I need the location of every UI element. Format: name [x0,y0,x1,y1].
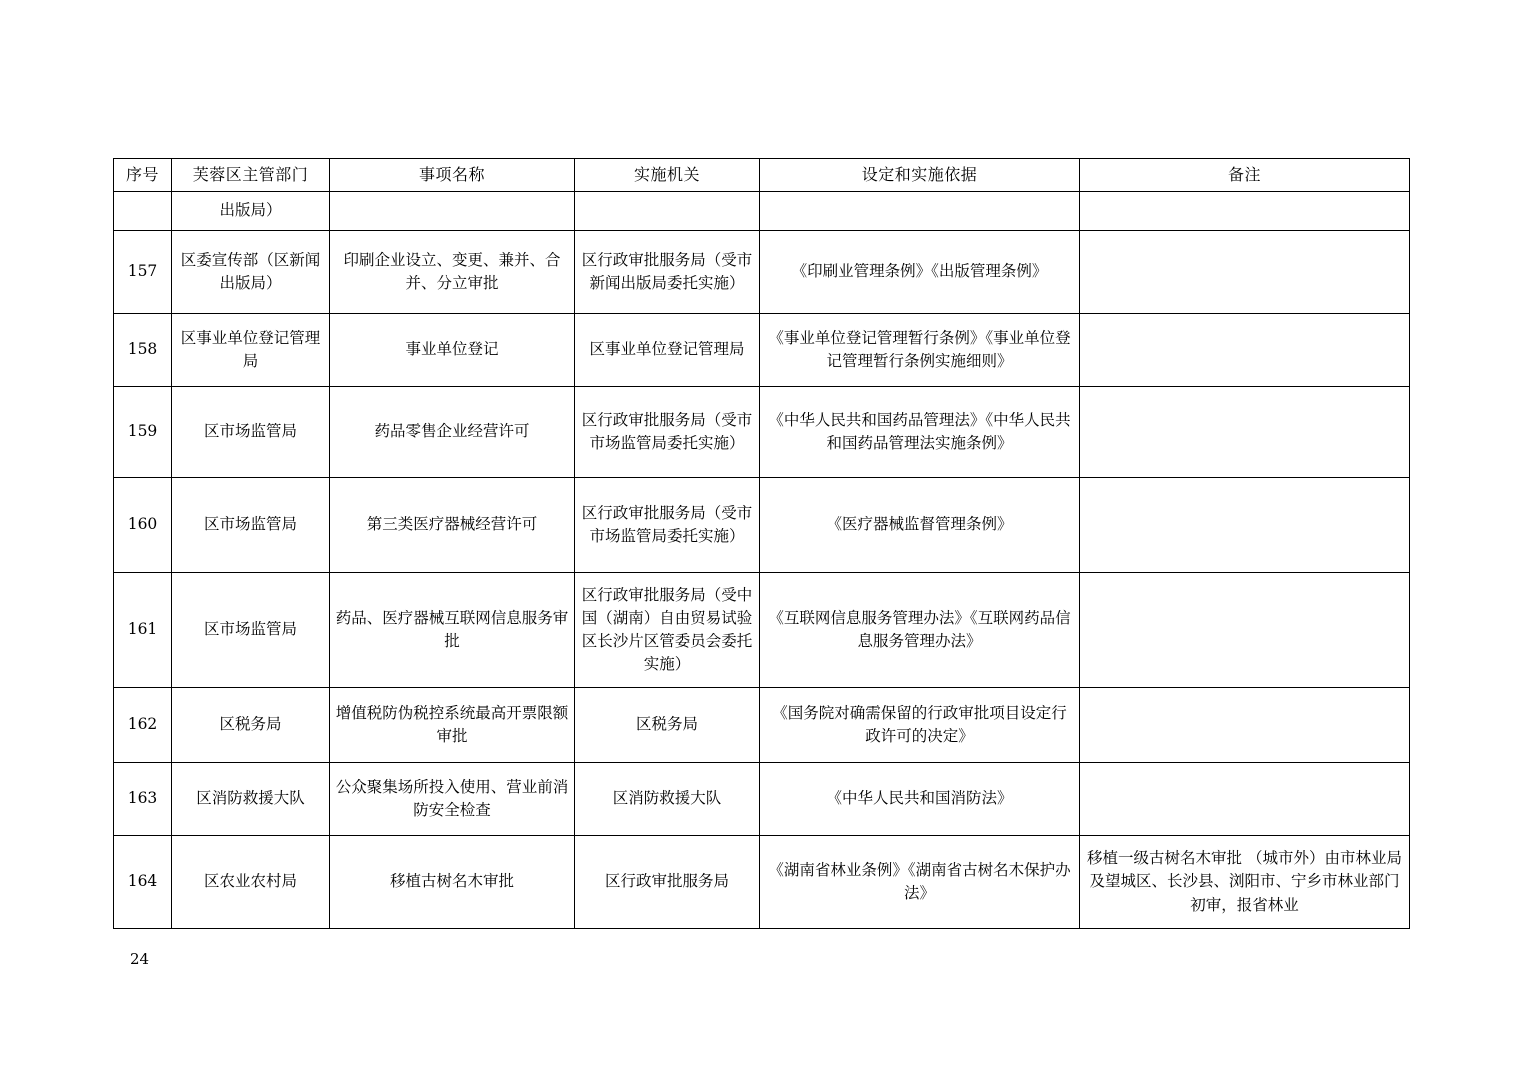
column-header-remark: 备注 [1080,159,1410,192]
cell-dept: 区事业单位登记管理局 [172,314,330,387]
cell-item [330,192,575,231]
cell-remark [1080,192,1410,231]
table-row [114,573,1410,688]
cell-org: 区行政审批服务局（受市新闻出版局委托实施） [575,231,760,314]
cell-org: 区事业单位登记管理局 [575,314,760,387]
cell-basis: 《湖南省林业条例》《湖南省古树名木保护办法》 [760,836,1080,929]
cell-org: 区行政审批服务局（受中国（湖南）自由贸易试验区长沙片区管委员会委托实施） [575,573,760,688]
table-row [114,231,1410,314]
cell-seq: 159 [114,387,172,478]
cell-seq: 164 [114,836,172,929]
table-header-row [114,159,1410,192]
table-row [114,763,1410,836]
cell-basis: 《事业单位登记管理暂行条例》《事业单位登记管理暂行条例实施细则》 [760,314,1080,387]
column-header-item: 事项名称 [330,159,575,192]
approval-items-table [113,158,1410,929]
cell-org: 区行政审批服务局（受市市场监管局委托实施） [575,478,760,573]
column-header-basis: 设定和实施依据 [760,159,1080,192]
cell-item: 增值税防伪税控系统最高开票限额审批 [330,688,575,763]
cell-remark [1080,763,1410,836]
table-row [114,688,1410,763]
cell-seq: 160 [114,478,172,573]
cell-dept: 区委宣传部（区新闻出版局） [172,231,330,314]
column-header-dept: 芙蓉区主管部门 [172,159,330,192]
cell-dept: 区农业农村局 [172,836,330,929]
column-header-org: 实施机关 [575,159,760,192]
cell-dept: 区消防救援大队 [172,763,330,836]
cell-remark [1080,573,1410,688]
table-row [114,387,1410,478]
cell-seq: 162 [114,688,172,763]
cell-remark [1080,387,1410,478]
cell-org: 区行政审批服务局 [575,836,760,929]
cell-dept: 出版局） [172,192,330,231]
cell-item: 事业单位登记 [330,314,575,387]
cell-seq: 157 [114,231,172,314]
cell-remark [1080,478,1410,573]
page-number: 24 [130,950,150,968]
cell-item: 印刷企业设立、变更、兼并、合并、分立审批 [330,231,575,314]
cell-basis: 《印刷业管理条例》《出版管理条例》 [760,231,1080,314]
cell-basis: 《中华人民共和国消防法》 [760,763,1080,836]
column-header-seq: 序号 [114,159,172,192]
cell-basis [760,192,1080,231]
cell-item: 第三类医疗器械经营许可 [330,478,575,573]
cell-seq: 161 [114,573,172,688]
cell-seq: 163 [114,763,172,836]
cell-item: 药品零售企业经营许可 [330,387,575,478]
cell-dept: 区税务局 [172,688,330,763]
cell-org [575,192,760,231]
cell-basis: 《互联网信息服务管理办法》《互联网药品信息服务管理办法》 [760,573,1080,688]
cell-item: 药品、医疗器械互联网信息服务审批 [330,573,575,688]
table-row [114,836,1410,929]
cell-basis: 《国务院对确需保留的行政审批项目设定行政许可的决定》 [760,688,1080,763]
table-row [114,314,1410,387]
cell-dept: 区市场监管局 [172,573,330,688]
table-row [114,478,1410,573]
cell-remark: 移植一级古树名木审批 （城市外）由市林业局及望城区、长沙县、浏阳市、宁乡市林业部门初审，报省林业 [1080,836,1410,929]
cell-remark [1080,688,1410,763]
cell-item: 公众聚集场所投入使用、营业前消防安全检查 [330,763,575,836]
cell-seq: 158 [114,314,172,387]
cell-item: 移植古树名木审批 [330,836,575,929]
table-row [114,192,1410,231]
cell-remark [1080,314,1410,387]
cell-org: 区行政审批服务局（受市市场监管局委托实施） [575,387,760,478]
cell-org: 区消防救援大队 [575,763,760,836]
cell-remark [1080,231,1410,314]
cell-org: 区税务局 [575,688,760,763]
cell-dept: 区市场监管局 [172,387,330,478]
cell-basis: 《中华人民共和国药品管理法》《中华人民共和国药品管理法实施条例》 [760,387,1080,478]
cell-basis: 《医疗器械监督管理条例》 [760,478,1080,573]
cell-dept: 区市场监管局 [172,478,330,573]
cell-seq [114,192,172,231]
